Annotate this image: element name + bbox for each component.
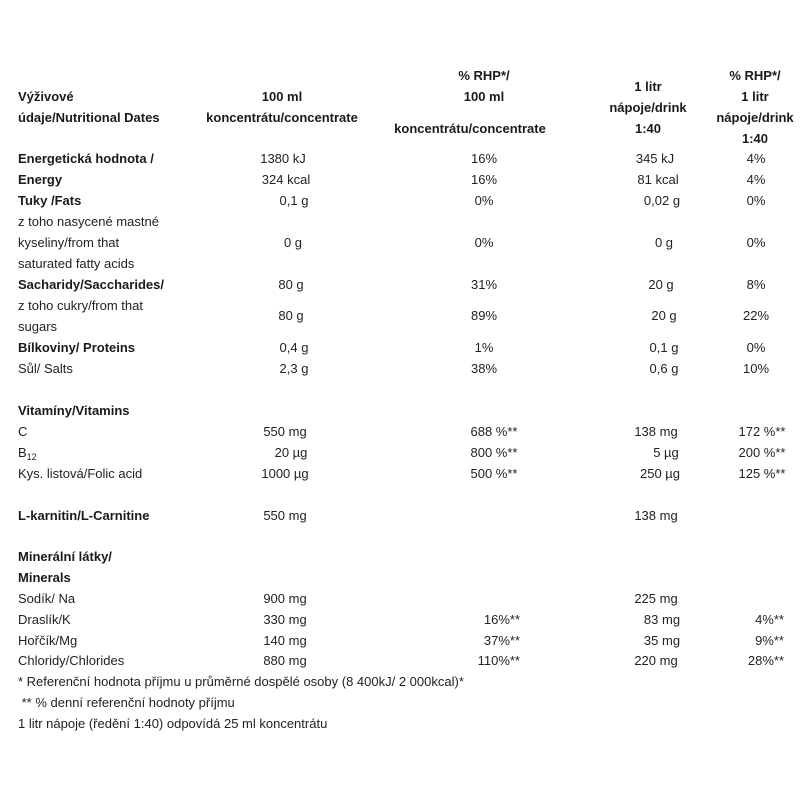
value-100ml: 550 mg	[263, 508, 307, 523]
row-label: L-karnitin/L-Carnitine	[18, 508, 150, 523]
header-100ml-line2: koncentrátu/concentrate	[206, 110, 358, 125]
row-label: Draslík/K	[18, 612, 71, 627]
header-rhpl-line3: nápoje/drink	[716, 110, 794, 125]
value-1-litr: 35 mg	[643, 633, 681, 648]
value-1-litr: 20 g	[651, 308, 677, 323]
value-100ml: 140 mg	[263, 633, 307, 648]
footnote-reference-intake: * Referenční hodnota příjmu u průměrné dospělé osoby (8 400kJ/ 2 000kcal)*	[18, 674, 464, 689]
row-label-line1: z toho nasycené mastné	[18, 214, 159, 229]
value-rhp-1-litr: 4%	[746, 172, 766, 187]
value-rhp-1-litr: 10%	[742, 361, 770, 376]
row-label-line2: sugars	[18, 319, 58, 334]
value-rhp-100ml: 31%	[470, 277, 498, 292]
footnote-daily-reference: ** % denní referenční hodnoty příjmu	[18, 695, 235, 710]
value-100ml: 324 kcal	[261, 172, 311, 187]
value-1-litr: 220 mg	[634, 653, 678, 668]
header-litr-line3: 1:40	[634, 121, 662, 136]
value-rhp-1-litr: 0%	[746, 235, 766, 250]
row-label-line2: kyseliny/from that	[18, 235, 120, 250]
value-1-litr: 345 kJ	[635, 151, 675, 166]
minerals-heading-line2: Minerals	[18, 570, 71, 585]
value-rhp-100ml: 37%**	[483, 633, 520, 648]
value-rhp-1-litr: 172 %**	[738, 424, 786, 439]
header-rhpl-line1: % RHP*/	[729, 68, 781, 83]
value-rhp-1-litr: 4%	[746, 151, 766, 166]
header-rhp100-line1: % RHP*/	[458, 68, 510, 83]
minerals-heading-line1: Minerální látky/	[18, 549, 112, 564]
row-label: Sodík/ Na	[18, 591, 76, 606]
value-100ml: 1000 µg	[261, 466, 309, 481]
value-rhp-1-litr: 200 %**	[738, 445, 786, 460]
value-100ml: 0,4 g	[279, 340, 309, 355]
value-100ml: 0,1 g	[279, 193, 309, 208]
value-rhp-1-litr: 0%	[746, 193, 766, 208]
value-100ml: 80 g	[278, 277, 304, 292]
header-litr-line1: 1 litr	[634, 79, 662, 94]
value-100ml: 1380 kJ	[260, 151, 306, 166]
value-rhp-1-litr: 8%	[746, 277, 766, 292]
value-rhp-100ml: 89%	[470, 308, 498, 323]
value-100ml: 900 mg	[263, 591, 307, 606]
row-label: Bílkoviny/ Proteins	[18, 340, 136, 355]
value-rhp-100ml: 110%**	[477, 653, 520, 668]
header-label-col-line1: Výživové	[18, 89, 74, 104]
value-100ml: 330 mg	[263, 612, 307, 627]
value-1-litr: 138 mg	[634, 424, 678, 439]
value-rhp-1-litr: 9%**	[755, 633, 784, 648]
value-rhp-100ml: 38%	[470, 361, 498, 376]
row-label: Kys. listová/Folic acid	[18, 466, 143, 481]
header-label-col-line2: údaje/Nutritional Dates	[18, 110, 160, 125]
value-1-litr: 225 mg	[634, 591, 678, 606]
row-label: Sůl/ Salts	[18, 361, 73, 376]
value-100ml: 20 µg	[274, 445, 308, 460]
value-100ml: 0 g	[283, 235, 303, 250]
value-rhp-1-litr: 0%	[746, 340, 766, 355]
row-label: C	[18, 424, 28, 439]
value-rhp-100ml: 16%**	[483, 612, 520, 627]
header-100ml-line1: 100 ml	[261, 89, 303, 104]
value-1-litr: 81 kcal	[637, 172, 679, 187]
row-label: Tuky /Fats	[18, 193, 82, 208]
row-label: $B_{12}$	[18, 445, 37, 462]
value-rhp-100ml: 0%	[474, 193, 494, 208]
value-rhp-100ml: 688 %**	[470, 424, 518, 439]
vitamins-heading: Vitamíny/Vitamins	[18, 403, 130, 418]
value-rhp-100ml: 16%	[470, 151, 498, 166]
row-label: Energetická hodnota /	[18, 151, 154, 166]
value-1-litr: 83 mg	[643, 612, 681, 627]
header-rhp100-line2: 100 ml	[463, 89, 505, 104]
value-rhp-1-litr: 4%**	[755, 612, 784, 627]
value-100ml: 2,3 g	[279, 361, 309, 376]
footnote-dilution: 1 litr nápoje (ředění 1:40) odpovídá 25 ml koncentrátu	[18, 716, 328, 731]
value-rhp-100ml: 500 %**	[470, 466, 518, 481]
value-1-litr: 0,6 g	[649, 361, 679, 376]
value-100ml: 550 mg	[263, 424, 307, 439]
row-label-line1: z toho cukry/from that	[18, 298, 143, 313]
value-1-litr: 250 µg	[639, 466, 681, 481]
row-label: Hořčík/Mg	[18, 633, 78, 648]
value-rhp-1-litr: 28%**	[747, 653, 784, 668]
row-label-line3: saturated fatty acids	[18, 256, 135, 271]
value-1-litr: 0 g	[654, 235, 674, 250]
header-rhpl-line4: 1:40	[741, 131, 769, 146]
row-label: Chloridy/Chlorides	[18, 653, 125, 668]
value-rhp-1-litr: 22%	[742, 308, 770, 323]
row-label: Energy	[18, 172, 63, 187]
value-rhp-100ml: 800 %**	[470, 445, 518, 460]
value-rhp-100ml: 1%	[474, 340, 494, 355]
header-rhp100-line3: koncentrátu/concentrate	[394, 121, 546, 136]
header-rhpl-line2: 1 litr	[741, 89, 769, 104]
header-litr-line2: nápoje/drink	[609, 100, 687, 115]
value-100ml: 880 mg	[263, 653, 307, 668]
value-1-litr: 138 mg	[634, 508, 678, 523]
value-1-litr: 20 g	[648, 277, 674, 292]
value-1-litr: 0,02 g	[643, 193, 681, 208]
value-rhp-100ml: 16%	[470, 172, 498, 187]
value-rhp-100ml: 0%	[474, 235, 494, 250]
value-100ml: 80 g	[278, 308, 304, 323]
row-label: Sacharidy/Saccharides/	[18, 277, 164, 292]
value-1-litr: 5 µg	[653, 445, 679, 460]
value-rhp-1-litr: 125 %**	[738, 466, 786, 481]
value-1-litr: 0,1 g	[649, 340, 679, 355]
